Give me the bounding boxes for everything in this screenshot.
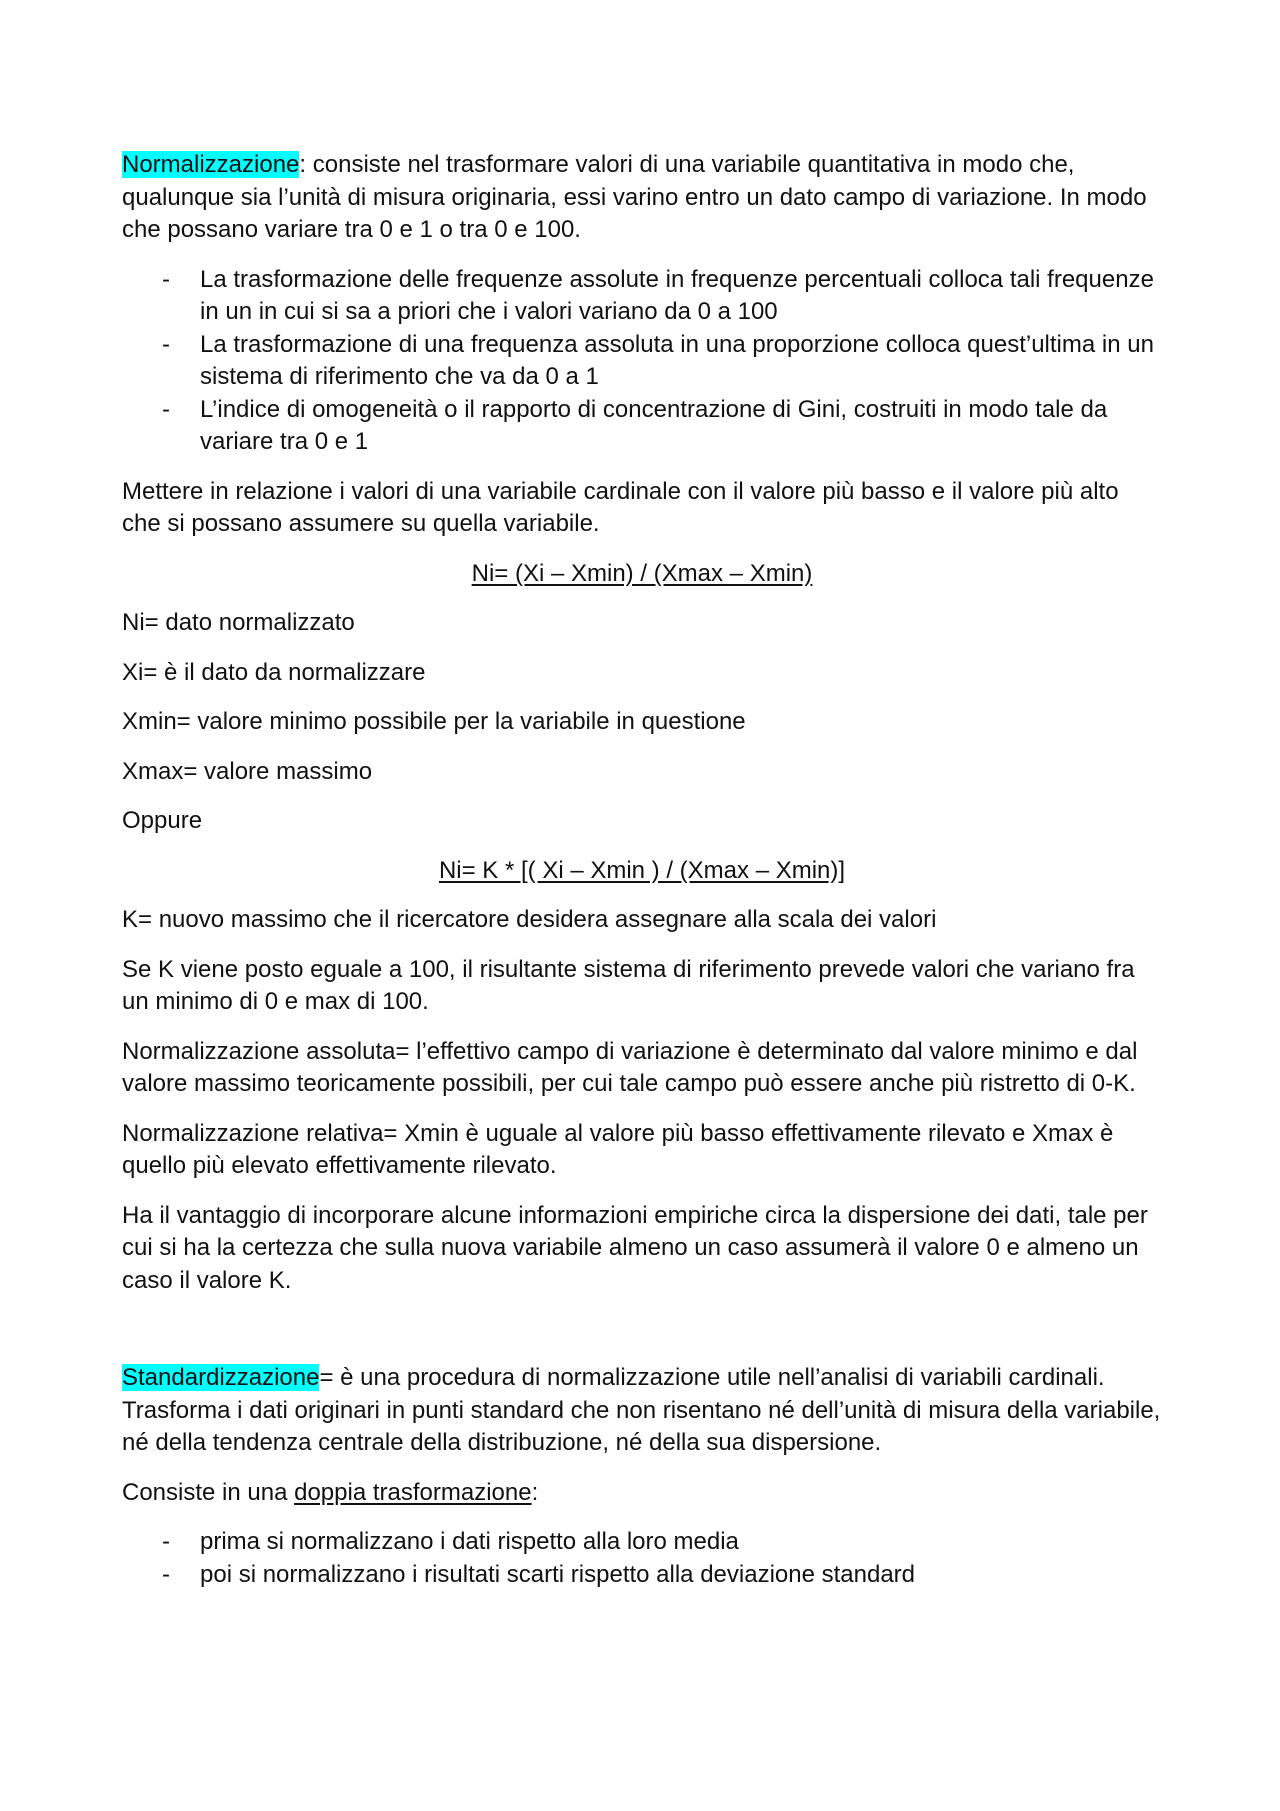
list-item-text: La trasformazione delle frequenze assolute in frequenze percentuali colloca tali frequenze in un in cui si sa a priori che i valori variano da 0 a 100	[200, 265, 1154, 325]
section-spacer	[122, 1314, 1162, 1362]
list-item	[122, 264, 1162, 329]
standardizzazione-term: Standardizzazione	[122, 1364, 320, 1391]
normalizzazione-examples-list	[122, 264, 1162, 459]
oppure-text: Oppure	[122, 807, 203, 834]
standardizzazione-intro	[122, 1362, 1162, 1460]
document-body	[122, 149, 1162, 1608]
list-item	[122, 394, 1162, 459]
normalizzazione-definition: : consiste nel trasformare valori di una variabile quantitativa in modo che, qualunque sia l’unità di misura originaria, essi varino entro un dato campo di variazione. In modo che possano variare tra 0 e 1 o tra 0 e 100.	[122, 151, 1147, 243]
dash-bullet: -	[162, 1560, 170, 1588]
definition-ni: Ni= dato normalizzato	[122, 609, 355, 636]
list-item-text: La trasformazione di una frequenza assoluta in una proporzione colloca quest’ultima in un sistema di riferimento che va da 0 a 1	[200, 330, 1154, 390]
consiste-suffix: :	[531, 1478, 539, 1506]
normalizzazione-assoluta-paragraph: Normalizzazione assoluta= l’effettivo campo di variazione è determinato dal valore minimo e dal valore massimo teoricamente possibili, per cui tale campo può essere anche più ristretto di 0-K.	[122, 1037, 1138, 1097]
list-item-text: poi si normalizzano i risultati scarti rispetto alla deviazione standard	[200, 1560, 916, 1588]
k-100-paragraph: Se K viene posto eguale a 100, il risultante sistema di riferimento prevede valori che variano fra un minimo di 0 e max di 100.	[122, 955, 1135, 1015]
formula-1-line	[122, 558, 1162, 591]
dash-bullet: -	[162, 330, 170, 358]
relation-paragraph: Mettere in relazione i valori di una variabile cardinale con il valore più basso e il valore più alto che si possano assumere su quella variabile.	[122, 477, 1119, 537]
list-item	[122, 1526, 1162, 1559]
formula-2-line	[122, 855, 1162, 888]
formula-1: Ni= (Xi – Xmin) / (Xmax – Xmin)	[471, 559, 813, 587]
doppia-trasformazione-term: doppia trasformazione	[294, 1478, 532, 1506]
consiste-prefix: Consiste in una	[122, 1478, 295, 1506]
vantaggio-paragraph: Ha il vantaggio di incorporare alcune informazioni empiriche circa la dispersione dei dati, tale per cui si ha la certezza che sulla nuova variabile almeno un caso assumerà il valore 0 e almeno un caso il valore K.	[122, 1201, 1148, 1294]
normalizzazione-relativa-paragraph: Normalizzazione relativa= Xmin è uguale al valore più basso effettivamente rilevato e Xmax è quello più elevato effettivamente rilevato.	[122, 1119, 1114, 1179]
list-item-text: L’indice di omogeneità o il rapporto di concentrazione di Gini, costruiti in modo tale da variare tra 0 e 1	[200, 395, 1108, 455]
definition-xmax: Xmax= valore massimo	[122, 757, 373, 785]
list-item	[122, 1559, 1162, 1592]
consiste-paragraph	[122, 1477, 1162, 1510]
dash-bullet: -	[162, 265, 170, 293]
standardizzazione-steps-list	[122, 1526, 1162, 1591]
standardizzazione-definition: = è una procedura di normalizzazione utile nell’analisi di variabili cardinali. Trasforma i dati originari in punti standard che non risentano né dell’unità di misura della variabile, né della tendenza centrale della distribuzione, né della sua dispersione.	[122, 1364, 1161, 1456]
definition-xi: Xi= è il dato da normalizzare	[122, 658, 426, 686]
normalizzazione-intro	[122, 149, 1162, 247]
dash-bullet: -	[162, 395, 170, 423]
normalizzazione-term: Normalizzazione	[122, 151, 300, 178]
formula-2: Ni= K * [( Xi – Xmin ) / (Xmax – Xmin)]	[438, 856, 846, 884]
list-item-text: prima si normalizzano i dati rispetto alla loro media	[200, 1528, 739, 1555]
definition-xmin: Xmin= valore minimo possibile per la variabile in questione	[122, 708, 746, 735]
dash-bullet: -	[162, 1528, 170, 1555]
list-item	[122, 329, 1162, 394]
k-definition: K= nuovo massimo che il ricercatore desidera assegnare alla scala dei valori	[122, 906, 937, 933]
